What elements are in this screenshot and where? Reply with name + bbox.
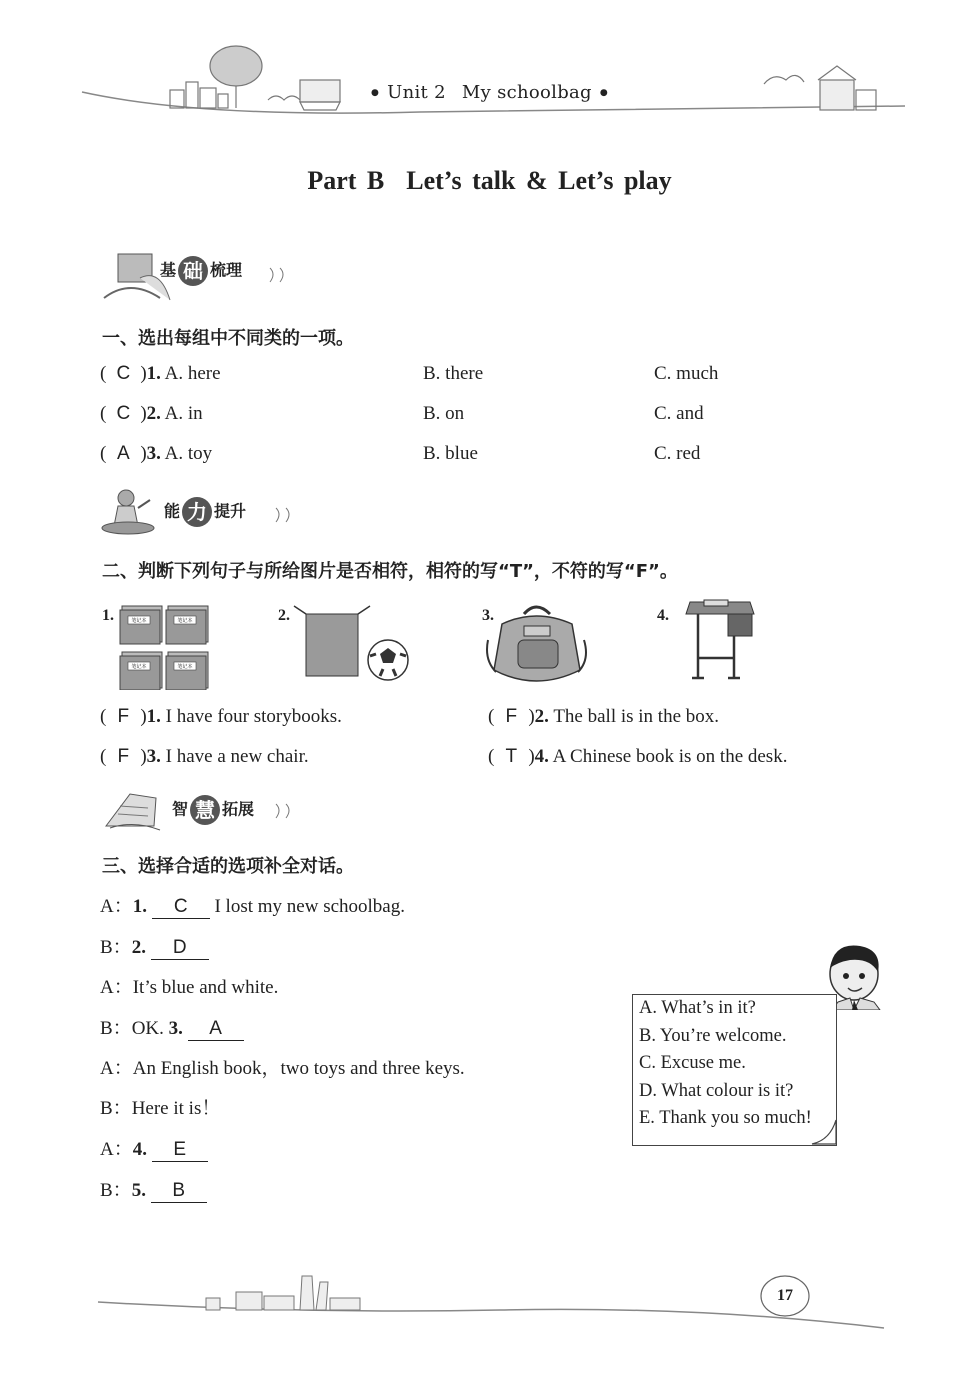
item-num: 1. bbox=[146, 706, 161, 727]
dialogue-line-7 bbox=[100, 1134, 208, 1162]
dialogue-line-6 bbox=[100, 1093, 220, 1120]
header-dot-left: ● bbox=[370, 88, 380, 98]
sentence: A Chinese book is on the desk. bbox=[552, 746, 788, 767]
picture-num-4: 4. bbox=[657, 607, 669, 624]
header-dot-right: ● bbox=[599, 88, 609, 98]
speaker: A： bbox=[100, 977, 133, 998]
speaker: A： bbox=[100, 1058, 133, 1079]
option-c: C. Excuse me. bbox=[639, 1053, 746, 1073]
ability-banner bbox=[164, 497, 246, 527]
dialogue-line-1 bbox=[100, 891, 405, 919]
answer-blank: E bbox=[152, 1139, 208, 1162]
basic-banner-char1: 基 bbox=[160, 260, 177, 280]
item-num: 3. bbox=[146, 746, 161, 767]
line-text: I lost my new schoolbag. bbox=[214, 896, 405, 917]
line-pre: OK. bbox=[131, 1018, 164, 1039]
wisdom-banner bbox=[172, 795, 254, 825]
answer: F bbox=[117, 706, 130, 727]
option-a: A. in bbox=[164, 403, 203, 424]
section1-row-1-c: C. much bbox=[654, 363, 719, 384]
notebook-label-4: 笔记本 bbox=[177, 664, 193, 670]
speaker: A： bbox=[100, 896, 133, 917]
section3-heading: 三、选择合适的选项补全对话。 bbox=[102, 856, 354, 877]
wisdom-banner-char3: 拓展 bbox=[222, 799, 255, 819]
speaker: B： bbox=[100, 1018, 132, 1039]
section1-row-1: ( C )1. A. here bbox=[100, 363, 221, 384]
section2-row-4: ( T )4. A Chinese book is on the desk. bbox=[488, 746, 788, 767]
section1-row-2-c: C. and bbox=[654, 403, 704, 424]
sentence: I have four storybooks. bbox=[165, 706, 342, 727]
header-topic: My schoolbag bbox=[461, 82, 592, 103]
dialogue-line-3 bbox=[100, 972, 278, 999]
answer: T bbox=[505, 746, 518, 767]
desk-with-book-picture bbox=[684, 598, 758, 688]
section1-row-3-c: C. red bbox=[654, 443, 701, 464]
wisdom-banner-char1: 智 bbox=[172, 799, 189, 819]
page-title bbox=[0, 166, 979, 196]
answer: F bbox=[117, 746, 130, 767]
picture-num-1: 1. bbox=[102, 607, 114, 624]
box-and-ball-picture bbox=[290, 602, 412, 684]
basic-banner bbox=[160, 256, 242, 286]
answer: F bbox=[505, 706, 518, 727]
ability-banner-char3: 提升 bbox=[214, 501, 247, 521]
speaker: A： bbox=[100, 1139, 133, 1160]
header-decoration bbox=[0, 40, 979, 120]
dialogue-line-2 bbox=[100, 932, 209, 960]
section2-row-1: ( F )1. I have four storybooks. bbox=[100, 706, 342, 727]
item-num: 2. bbox=[534, 706, 549, 727]
schoolbag-picture bbox=[484, 600, 590, 688]
option-e: E. Thank you so much! bbox=[639, 1108, 812, 1128]
line-text: Here it is！ bbox=[131, 1098, 221, 1119]
notebook-label-2: 笔记本 bbox=[177, 618, 193, 624]
section1-row-3: ( A )3. A. toy bbox=[100, 443, 213, 464]
option-a: A. toy bbox=[164, 443, 213, 464]
notebooks-picture bbox=[118, 604, 210, 690]
blank-num: 4. bbox=[132, 1139, 147, 1160]
ability-banner-char1: 能 bbox=[164, 501, 181, 521]
item-num: 4. bbox=[534, 746, 549, 767]
answer: C bbox=[116, 363, 131, 384]
section1-heading: 一、选出每组中不同类的一项。 bbox=[102, 328, 354, 349]
answer-blank: A bbox=[188, 1018, 244, 1041]
sentence: I have a new chair. bbox=[165, 746, 309, 767]
notebook-label-1: 笔记本 bbox=[131, 618, 147, 624]
answer-blank: D bbox=[151, 937, 209, 960]
section1-row-2: ( C )2. A. in bbox=[100, 403, 203, 424]
line-text: An English book，two toys and three keys. bbox=[132, 1058, 465, 1079]
basic-banner-char3: 梳理 bbox=[210, 260, 243, 280]
title-part: Part B bbox=[307, 166, 385, 195]
picture-num-2: 2. bbox=[278, 607, 290, 624]
speaker: B： bbox=[100, 937, 132, 958]
blank-num: 5. bbox=[131, 1180, 146, 1201]
speaker: B： bbox=[100, 1180, 132, 1201]
answer: C bbox=[116, 403, 131, 424]
picture-num-3: 3. bbox=[482, 607, 494, 624]
footer-decoration bbox=[0, 1268, 979, 1338]
sentence: The ball is in the box. bbox=[553, 706, 720, 727]
section1-row-2-b: B. on bbox=[423, 403, 465, 424]
answer-blank: B bbox=[151, 1180, 207, 1203]
option-a: A. here bbox=[164, 363, 221, 384]
wisdom-banner-char2: 慧 bbox=[190, 795, 220, 825]
section2-heading: 二、判断下列句子与所给图片是否相符，相符的写“T”，不符的写“F”。 bbox=[102, 561, 678, 582]
option-a: A. What’s in it? bbox=[639, 998, 756, 1018]
header-unit: Unit 2 bbox=[387, 82, 446, 103]
item-num: 3. bbox=[146, 443, 161, 464]
option-b: B. You’re welcome. bbox=[639, 1025, 787, 1046]
title-subtitle: Let’s talk & Let’s play bbox=[406, 166, 672, 195]
speaker: B： bbox=[100, 1098, 132, 1119]
option-d: D. What colour is it? bbox=[639, 1080, 794, 1101]
dialogue-line-4 bbox=[100, 1013, 244, 1041]
blank-num: 3. bbox=[168, 1018, 183, 1039]
item-num: 2. bbox=[146, 403, 161, 424]
page-header bbox=[0, 82, 979, 103]
section1-row-3-b: B. blue bbox=[423, 443, 478, 464]
section2-row-2: ( F )2. The ball is in the box. bbox=[488, 706, 720, 727]
ability-banner-char2: 力 bbox=[182, 497, 212, 527]
section2-row-3: ( F )3. I have a new chair. bbox=[100, 746, 309, 767]
basic-banner-char2: 础 bbox=[178, 256, 208, 286]
line-text: It’s blue and white. bbox=[132, 977, 279, 998]
notebook-label-3: 笔记本 bbox=[131, 664, 147, 670]
options-box-page-curl bbox=[810, 1118, 840, 1148]
section1-row-1-b: B. there bbox=[423, 363, 484, 384]
blank-num: 2. bbox=[131, 937, 146, 958]
options-box bbox=[632, 994, 837, 1146]
dialogue-line-5 bbox=[100, 1053, 465, 1080]
dialogue-line-8 bbox=[100, 1175, 207, 1203]
item-num: 1. bbox=[146, 363, 161, 384]
page-number: 17 bbox=[777, 1287, 793, 1304]
answer: A bbox=[116, 443, 130, 464]
answer-blank: C bbox=[152, 896, 210, 919]
blank-num: 1. bbox=[132, 896, 147, 917]
